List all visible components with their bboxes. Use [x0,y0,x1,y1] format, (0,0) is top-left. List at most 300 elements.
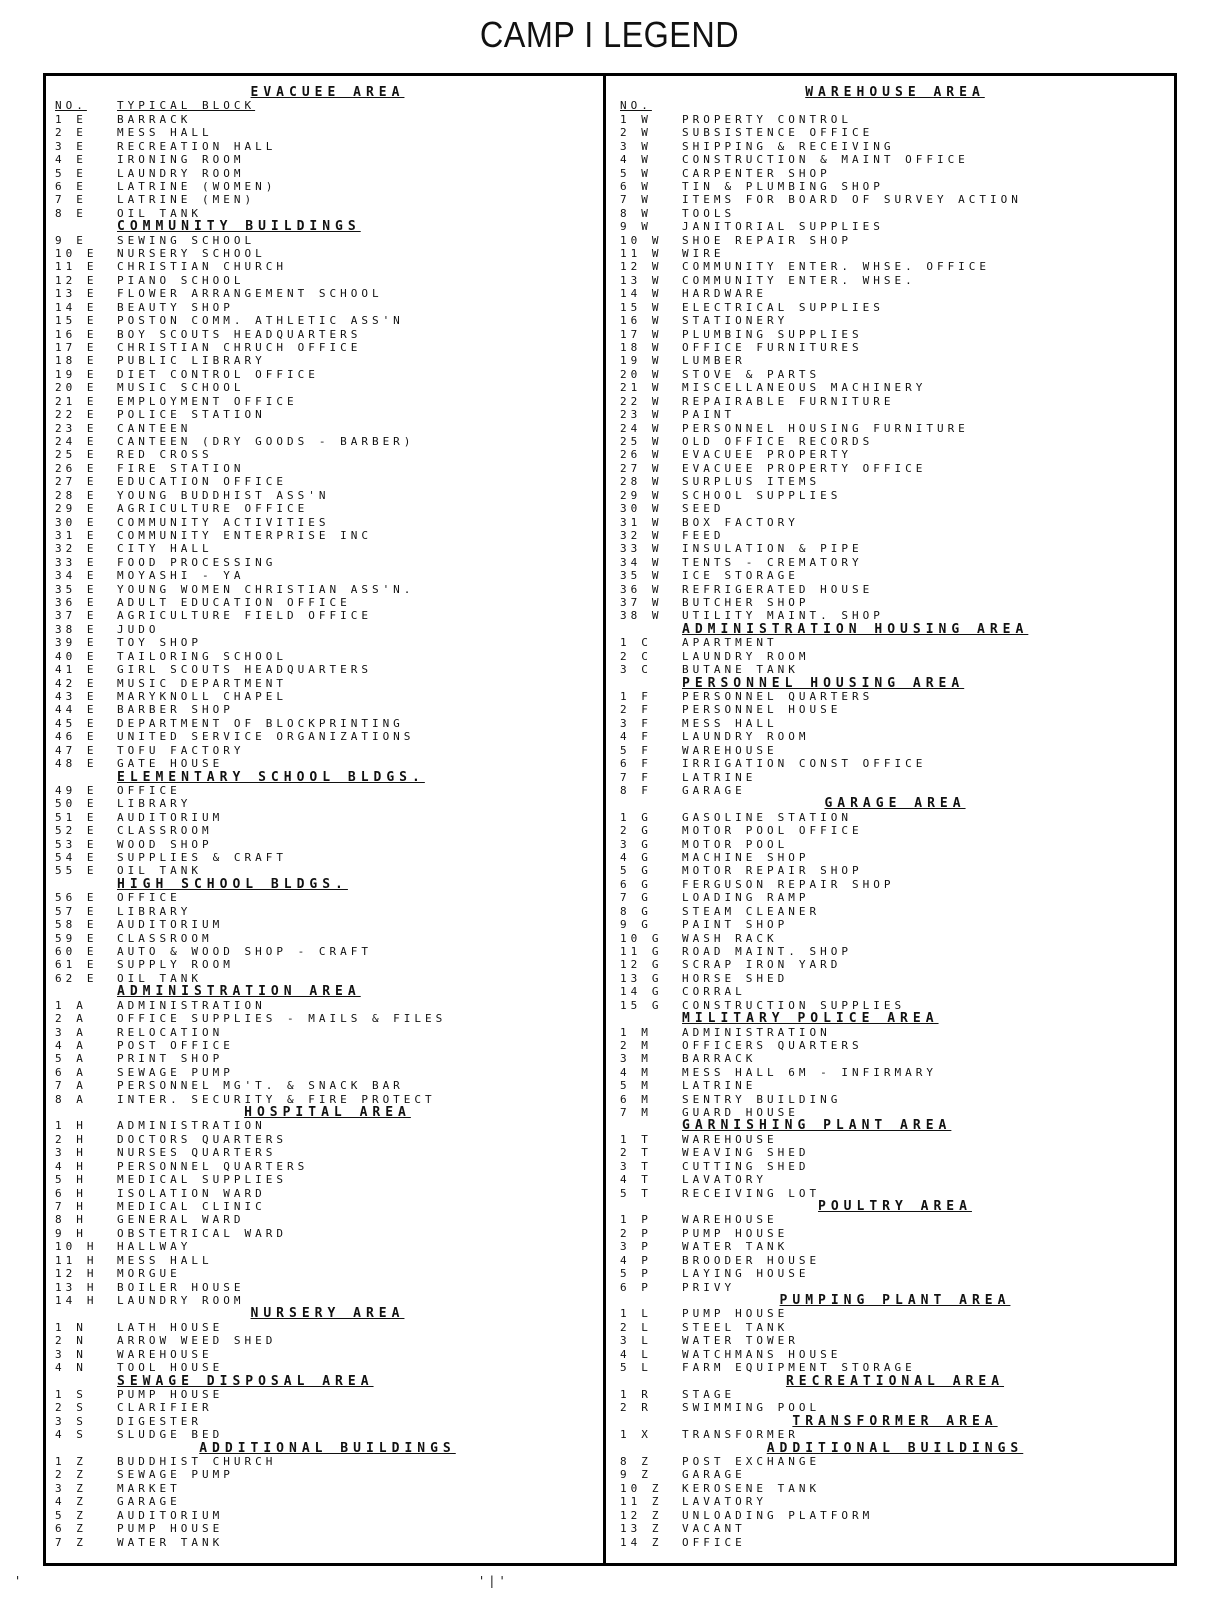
entry-name: OFFICE SUPPLIES - MAILS & FILES [117,1012,447,1026]
entry-name: GENERAL WARD [117,1213,245,1227]
entry-number: 14 E [55,300,98,314]
entry-number: 15 E [55,314,98,328]
legend-entry [55,609,600,622]
legend-entry [55,1509,600,1522]
entry-name: CHRISTIAN CHURCH [117,260,287,274]
entry-name: ROAD MAINT. SHOP [682,945,852,958]
entry-number: 5 Z [55,1508,87,1522]
entry-name: ADMINISTRATION [117,998,266,1012]
legend-entry [620,1079,1170,1092]
legend-entry [55,1173,600,1186]
entry-name: VACANT [682,1522,746,1536]
legend-entry [620,1361,1170,1374]
entry-number: 8 W [620,206,652,220]
entry-number: 3 L [620,1334,652,1348]
legend-entry [620,838,1170,851]
legend-entry [620,234,1170,247]
entry-name: WATER TANK [117,1535,224,1549]
entry-name: AGRICULTURE FIELD OFFICE [117,609,372,623]
entry-name: LAVATORY [682,1495,767,1509]
entry-name: MESS HALL [117,1253,213,1267]
section-heading-text: NURSERY AREA [250,1306,405,1322]
entry-name: PERSONNEL HOUSING FURNITURE [682,421,969,435]
legend-entry [55,905,600,918]
entry-name: LATRINE (WOMEN) [117,179,277,193]
entry-name: BROODER HOUSE [682,1253,821,1267]
entry-name: GATE HOUSE [117,757,224,771]
legend-entry [620,811,1170,824]
entry-name: KEROSENE TANK [682,1481,821,1495]
entry-number: 19 E [55,367,98,381]
entry-number: 3 E [55,139,87,153]
entry-number: 21 E [55,394,98,408]
entry-number: 11 H [55,1253,98,1267]
section-heading [55,1375,600,1388]
legend-entry [55,193,600,206]
section-heading-text: TRANSFORMER AREA [792,1413,998,1429]
entry-number: 7 A [55,1079,87,1093]
entry-name: MESS HALL [682,716,778,730]
entry-number: 29 E [55,502,98,516]
entry-number: 2 R [620,1401,652,1415]
entry-number: 1 Z [55,1455,87,1469]
entry-number: 57 E [55,904,98,918]
entry-number: 20 E [55,381,98,395]
entry-name: PAINT [682,408,736,422]
legend-entry [55,448,600,461]
entry-number: 2 F [620,703,652,717]
entry-name: RECREATION HALL [117,139,277,153]
legend-entry [620,945,1170,958]
legend-entry [620,1240,1170,1253]
entry-name: PERSONNEL QUARTERS [117,1159,309,1173]
page-title: CAMP I LEGEND [479,14,740,55]
entry-name: WIRE [682,247,725,261]
entry-number: 47 E [55,743,98,757]
entry-number: 7 M [620,1106,652,1120]
legend-entry [55,1415,600,1428]
legend-entry [55,153,600,166]
entry-number: 16 E [55,327,98,341]
entry-name: GIRL SCOUTS HEADQUARTERS [117,663,372,677]
entry-name: CONSTRUCTION & MAINT OFFICE [682,153,969,167]
entry-number: 12 H [55,1267,98,1281]
legend-entry [55,207,600,220]
entry-number: 13 Z [620,1522,663,1536]
entry-name: PROPERTY CONTROL [682,112,852,126]
entry-name: EDUCATION OFFICE [117,475,287,489]
entry-number: 30 E [55,515,98,529]
entry-number: 50 E [55,797,98,811]
legend-entry [55,1146,600,1159]
legend-entry [55,475,600,488]
entry-name: SUBSISTENCE OFFICE [682,126,874,140]
entry-number: 10 Z [620,1481,663,1495]
legend-entry [620,999,1170,1012]
entry-number: 38 W [620,609,663,623]
entry-name: TOOLS [682,206,736,220]
entry-number: 10 H [55,1240,98,1254]
legend-entry [620,408,1170,421]
entry-name: OIL TANK [117,971,202,985]
legend-entry [620,1522,1170,1535]
entry-number: 16 W [620,314,663,328]
entry-number: 27 E [55,475,98,489]
entry-name: SURPLUS ITEMS [682,475,821,489]
section-heading [55,86,600,99]
entry-name: DEPARTMENT OF BLOCKPRINTING [117,716,404,730]
entry-name: MARYKNOLL CHAPEL [117,689,287,703]
section-heading-text: ADDITIONAL BUILDINGS [766,1440,1024,1456]
entry-number: 32 E [55,542,98,556]
entry-number: 9 Z [620,1468,652,1482]
legend-entry [55,234,600,247]
legend-entry [55,650,600,663]
entry-name: ITEMS FOR BOARD OF SURVEY ACTION [682,193,1022,207]
legend-entry [620,1213,1170,1226]
entry-number: 14 H [55,1293,98,1307]
legend-entry [620,448,1170,461]
entry-name: YOUNG WOMEN CHRISTIAN ASS'N. [117,582,415,596]
entry-number: 1 G [620,810,652,824]
legend-entry [55,274,600,287]
entry-name: TYPICAL BLOCK [117,99,256,113]
entry-name: STATIONERY [682,314,789,328]
section-heading [55,1307,600,1320]
entry-number: 26 W [620,448,663,462]
legend-entry [620,1468,1170,1481]
entry-name: CLARIFIER [117,1401,213,1415]
entry-name: NURSES QUARTERS [117,1146,277,1160]
entry-number: NO. [620,99,652,113]
section-heading [620,797,1170,810]
legend-entry [55,381,600,394]
entry-number: 12 E [55,273,98,287]
legend-entry [620,1348,1170,1361]
legend-entry [55,1294,600,1307]
legend-entry [55,596,600,609]
entry-number: 60 E [55,945,98,958]
legend-entry [55,891,600,904]
entry-name: LATRINE (MEN) [117,193,256,207]
entry-number: 8 A [55,1092,87,1106]
legend-entry [620,1066,1170,1079]
entry-name: PERSONNEL MG'T. & SNACK BAR [117,1079,404,1093]
entry-number: 5 F [620,743,652,757]
legend-entry [55,140,600,153]
entry-name: LAUNDRY ROOM [682,730,810,744]
entry-number: 1 L [620,1307,652,1321]
entry-name: RED CROSS [117,448,213,462]
legend-entry [55,1348,600,1361]
entry-number: 10 W [620,233,663,247]
entry-number: 13 E [55,287,98,301]
entry-number: 7 H [55,1200,87,1214]
legend-entry [620,1401,1170,1414]
entry-number: 8 Z [620,1455,652,1469]
entry-name: CARPENTER SHOP [682,166,831,180]
entry-number: 27 W [620,461,663,475]
entry-number: 40 E [55,649,98,663]
entry-name: CANTEEN (DRY GOODS - BARBER) [117,434,415,448]
legend-entry [55,422,600,435]
entry-name: LAVATORY [682,1173,767,1187]
entry-name: MOTOR POOL OFFICE [682,824,863,838]
entry-name: MEDICAL SUPPLIES [117,1173,287,1187]
legend-entry [55,797,600,810]
entry-number: 1 W [620,112,652,126]
legend-entry [55,556,600,569]
right-column [620,86,1170,1549]
legend-entry [55,489,600,502]
entry-number: 59 E [55,931,98,945]
entry-number: 1 F [620,689,652,703]
entry-number: 10 E [55,247,98,261]
entry-number: 24 E [55,434,98,448]
entry-name: AUDITORIUM [117,810,224,824]
legend-entry [620,958,1170,971]
entry-number: 8 H [55,1213,87,1227]
entry-number: 1 N [55,1320,87,1334]
legend-entry [55,1428,600,1441]
entry-number: 4 W [620,153,652,167]
entry-number: 1 S [55,1387,87,1401]
legend-entry [620,395,1170,408]
entry-name: PUMP HOUSE [682,1307,789,1321]
entry-name: IRONING ROOM [117,153,245,167]
entry-name: UNITED SERVICE ORGANIZATIONS [117,730,415,744]
entry-number: 4 N [55,1361,87,1375]
entry-name: CANTEEN [117,421,192,435]
entry-number: 14 Z [620,1535,663,1549]
section-heading-text: ADMINISTRATION AREA [117,984,361,1000]
entry-number: 35 E [55,582,98,596]
entry-number: 6 G [620,877,652,891]
legend-entry [620,771,1170,784]
entry-number: 4 A [55,1038,87,1052]
section-heading-text: HOSPITAL AREA [244,1105,411,1121]
legend-entry [55,1482,600,1495]
legend-entry [55,1039,600,1052]
section-heading [620,1375,1170,1388]
entry-number: 15 G [620,998,663,1012]
entry-number: 4 G [620,851,652,865]
left-column [55,86,600,1549]
entry-number: 12 G [620,958,663,972]
entry-name: AUTO & WOOD SHOP - CRAFT [117,945,372,958]
entry-name: LAUNDRY ROOM [117,1293,245,1307]
entry-number: 3 M [620,1052,652,1066]
entry-number: 5 L [620,1361,652,1375]
entry-name: SEED [682,502,725,516]
entry-name: SEWING SCHOOL [117,233,256,247]
entry-number: 6 A [55,1065,87,1079]
entry-name: WASH RACK [682,931,778,945]
entry-number: 7 Z [55,1535,87,1549]
entry-name: INTER. SECURITY & FIRE PROTECT [117,1092,436,1106]
legend-entry [55,1522,600,1535]
legend-entry [620,891,1170,904]
legend-entry [55,462,600,475]
legend-entry [55,569,600,582]
entry-number: 5 P [620,1267,652,1281]
legend-entry [620,1106,1170,1119]
legend-entry [620,717,1170,730]
legend-entry [55,247,600,260]
entry-name: CUTTING SHED [682,1159,810,1173]
section-heading [620,1442,1170,1455]
entry-name: MOYASHI - YA [117,569,245,583]
legend-entry [620,1133,1170,1146]
section-heading-text: GARAGE AREA [824,796,966,812]
entry-number: 4 E [55,153,87,167]
entry-name: MESS HALL [117,126,213,140]
entry-name: JANITORIAL SUPPLIES [682,220,884,234]
legend-entry [55,838,600,851]
legend-entry [620,475,1170,488]
entry-name: SLUDGE BED [117,1428,224,1442]
entry-name: ADMINISTRATION [117,1119,266,1133]
entry-number: 58 E [55,918,98,932]
legend-entry [620,583,1170,596]
legend-entry [620,1227,1170,1240]
legend-entry [55,999,600,1012]
entry-number: 1 M [620,1025,652,1039]
entry-number: 3 C [620,663,652,677]
entry-number: 3 W [620,139,652,153]
entry-name: TOOL HOUSE [117,1361,224,1375]
entry-number: 11 W [620,247,663,261]
legend-entry [620,1495,1170,1508]
entry-number: 37 W [620,596,663,610]
entry-number: 1 P [620,1213,652,1227]
entry-name: BUTCHER SHOP [682,596,810,610]
legend-entry [55,1119,600,1132]
entry-name: PUMP HOUSE [682,1226,789,1240]
entry-name: LIBRARY [117,797,192,811]
entry-name: ISOLATION WARD [117,1186,266,1200]
legend-entry [55,516,600,529]
entry-name: POST EXCHANGE [682,1455,821,1469]
legend-entry [620,1281,1170,1294]
entry-number: 4 L [620,1347,652,1361]
entry-name: WAREHOUSE [682,1132,778,1146]
entry-name: SCRAP IRON YARD [682,958,842,972]
entry-name: MESS HALL 6M - INFIRMARY [682,1065,937,1079]
entry-name: FIRE STATION [117,461,245,475]
entry-name: CONSTRUCTION SUPPLIES [682,998,906,1012]
entry-number: 12 W [620,260,663,274]
entry-number: 6 F [620,757,652,771]
entry-number: 48 E [55,757,98,771]
entry-number: 4 Z [55,1495,87,1509]
entry-number: 6 W [620,179,652,193]
legend-entry [620,1536,1170,1549]
entry-name: FERGUSON REPAIR SHOP [682,877,895,891]
legend-entry [620,569,1170,582]
entry-name: PERSONNEL QUARTERS [682,689,874,703]
legend-entry [620,207,1170,220]
entry-number: 54 E [55,851,98,865]
entry-name: TAILORING SCHOOL [117,649,287,663]
entry-name: GUARD HOUSE [682,1106,799,1120]
legend-entry [620,328,1170,341]
entry-number: 8 E [55,206,87,220]
entry-number: 17 W [620,327,663,341]
section-heading [55,1106,600,1119]
legend-entry [620,824,1170,837]
entry-name: COMMUNITY ENTER. WHSE. OFFICE [682,260,991,274]
entry-name: STOVE & PARTS [682,367,821,381]
legend-entry [55,583,600,596]
entry-number: 34 W [620,555,663,569]
legend-entry [620,542,1170,555]
entry-number: 4 M [620,1065,652,1079]
entry-name: CORRAL [682,985,746,999]
legend-entry [55,918,600,931]
entry-name: TENTS - CREMATORY [682,555,863,569]
legend-entry [55,1361,600,1374]
entry-name: SENTRY BUILDING [682,1092,842,1106]
legend-entry [55,864,600,877]
entry-name: GASOLINE STATION [682,810,852,824]
legend-entry [620,985,1170,998]
section-heading-text: ELEMENTARY SCHOOL BLDGS. [117,769,425,785]
legend-entry [620,1428,1170,1441]
entry-number: 1 A [55,998,87,1012]
entry-number: 1 T [620,1132,652,1146]
entry-name: OFFICERS QUARTERS [682,1038,863,1052]
entry-number: 4 T [620,1173,652,1187]
entry-number: 4 S [55,1428,87,1442]
entry-number: 8 G [620,904,652,918]
entry-number: 35 W [620,569,663,583]
column-divider [603,73,606,1566]
legend-entry [620,422,1170,435]
entry-name: DIET CONTROL OFFICE [117,367,319,381]
entry-number: 22 E [55,408,98,422]
legend-entry [55,1012,600,1025]
legend-entry [620,1307,1170,1320]
entry-name: TOFU FACTORY [117,743,245,757]
entry-number: 37 E [55,609,98,623]
legend-entry [620,381,1170,394]
entry-name: COMMUNITY ENTERPRISE INC [117,528,372,542]
entry-number: 9 G [620,918,652,932]
legend-entry [55,958,600,971]
legend-entry [55,1079,600,1092]
legend-entry [620,1160,1170,1173]
entry-name: ICE STORAGE [682,569,799,583]
entry-number: 7 W [620,193,652,207]
entry-name: BARRACK [682,1052,757,1066]
legend-entry [620,784,1170,797]
entry-number: 1 E [55,112,87,126]
entry-name: CITY HALL [117,542,213,556]
entry-name: RELOCATION [117,1025,224,1039]
legend-entry [55,502,600,515]
section-heading-text: PERSONNEL HOUSING AREA [682,675,965,691]
legend-entry [55,113,600,126]
entry-name: SEWAGE PUMP [117,1468,234,1482]
legend-entry [620,1321,1170,1334]
entry-number: 62 E [55,971,98,985]
entry-number: 2 W [620,126,652,140]
legend-entry [55,1240,600,1253]
legend-entry [55,435,600,448]
entry-name: TIN & PLUMBING SHOP [682,179,884,193]
legend-entry [620,1026,1170,1039]
